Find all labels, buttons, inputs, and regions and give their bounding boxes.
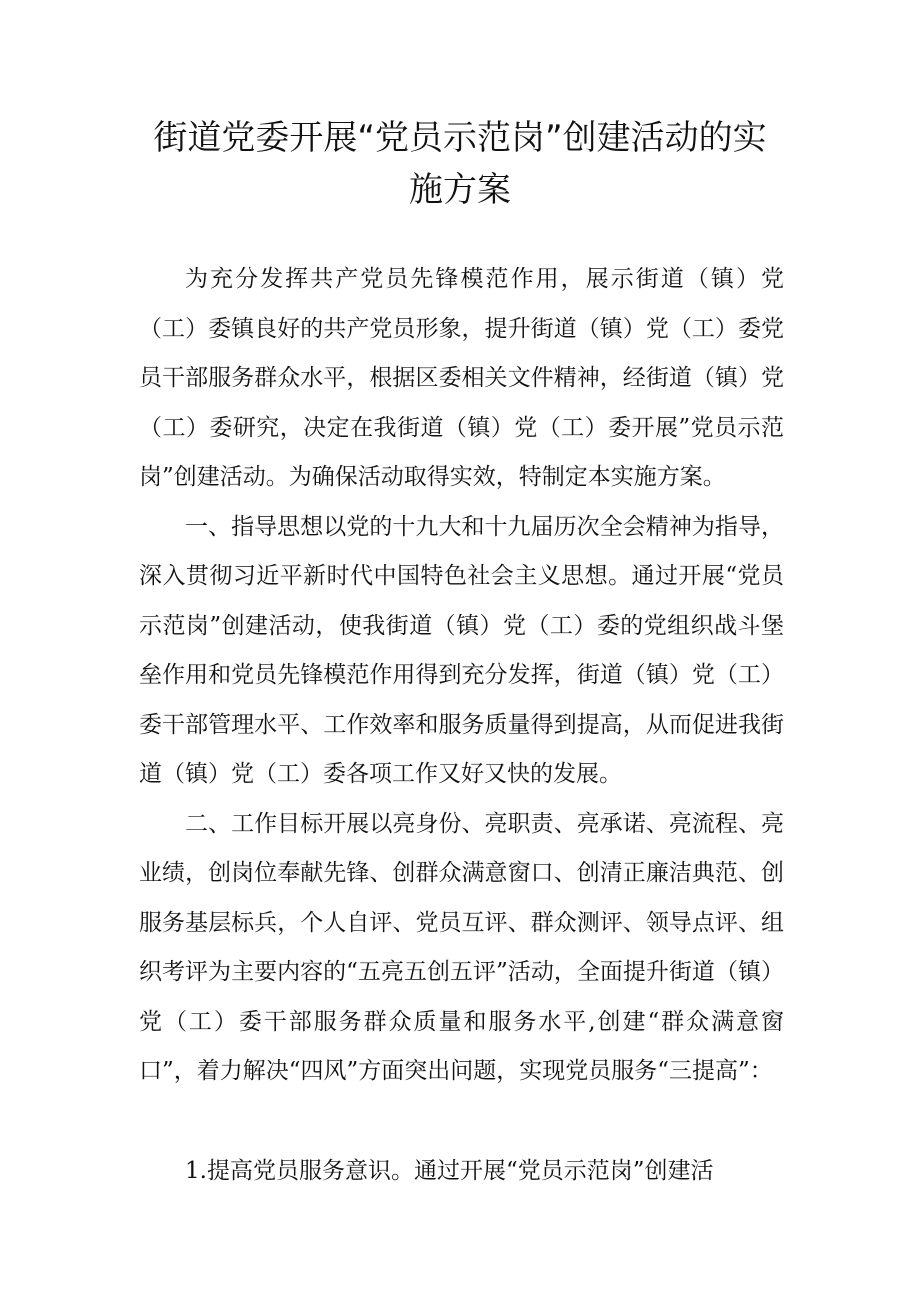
title-line-1: 街道党委开展“党员示范岗”创建活动的实 (153, 118, 767, 158)
paragraph-guiding-ideology: 一、指导思想以党的十九大和十九届历次全会精神为指导，深入贯彻习近平新时代中国特色社会主义思想。通过开展“党员示范岗”创建活动，使我街道（镇）党（工）委的党组织战斗堡垒作用和党员先锋模范作用得到充分发挥，街道（镇）党（工）委干部管理水平、工作效率和服务质量得到提高，从而促进我街道（镇）党（工）委各项工作又好又快的发展。 (139, 513, 784, 787)
title-line-2: 施方案 (409, 170, 511, 210)
document-title (150, 112, 770, 216)
paragraph-intro: 为充分发挥共产党员先锋模范作用，展示街道（镇）党（工）委镇良好的共产党员形象，提升街道（镇）党（工）委党员干部服务群众水平，根据区委相关文件精神，经街道（镇）党（工）委研究，决定在我街道（镇）党（工）委开展”党员示范岗”创建活动。为确保活动取得实效，特制定本实施方案。 (139, 266, 784, 490)
list-item-1: 1.提高党员服务意识。通过开展“党员示范岗”创建活 (185, 1157, 714, 1184)
document-body (139, 255, 784, 1196)
paragraph-work-goals: 二、工作目标开展以亮身份、亮职责、亮承诺、亮流程、亮业绩，创岗位奉献先锋、创群众满意窗口、创清正廉洁典范、创服务基层标兵，个人自评、党员互评、群众测评、领导点评、组织考评为主要内容的“五亮五创五评”活动，全面提升街道（镇）党（工）委干部服务群众质量和服务水平,创建“群众满意窗口”，着力解决“四风”方面突出问题，实现党员服务“三提高”： (139, 810, 784, 1084)
